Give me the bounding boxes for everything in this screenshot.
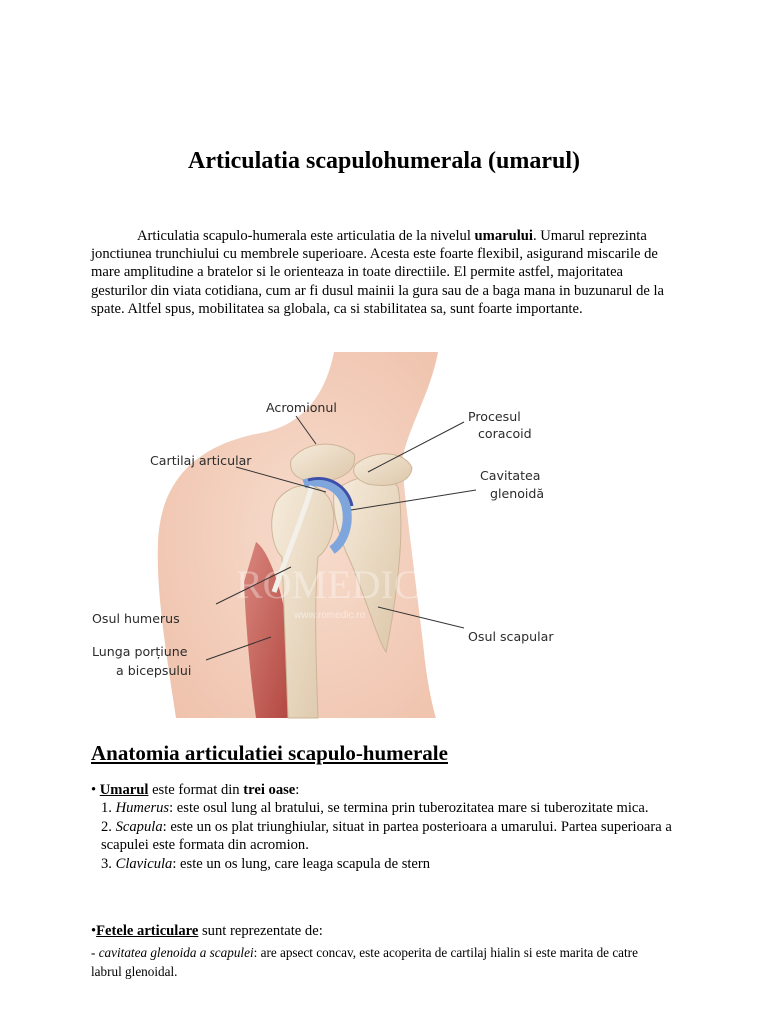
bones-list — [91, 781, 691, 873]
bones-lead-bold2: trei oase — [243, 782, 296, 798]
list-item: 2. Scapula: este un os plat triunghiular, situat in partea posterioara a umarului. Partea superioara a scapulei este formata din acromion. — [101, 818, 672, 854]
label-glenoid-2: glenoidă — [490, 486, 545, 501]
label-coracoid-2: coracoid — [478, 426, 532, 441]
bones-lead-mid: este format din — [148, 782, 244, 798]
articular-bold: Fetele articulare — [96, 923, 199, 939]
page-title: Articulatia scapulohumerala (umarul) — [188, 148, 580, 174]
intro-text-2: . Umarul reprezinta jonctiunea trunchiului cu membrele superioare. Acesta este foarte flexibil, asigurand miscarile de mare amplitudine a bratelor si le orienteaza in toate directiile. El permite astfel, majoritatea gesturilor din viata cotidiana, cum ar fi dusul mainii la gura sau de a baga mana in buzunarul de la spate. Altfel spus, mobilitatea sa globala, ca si stabilitatea sa, sunt foarte importante. — [91, 228, 665, 317]
list-item: 1. Humerus: este osul lung al bratului, se termina prin tuberozitatea mare si tuberozitate mica. — [101, 800, 649, 817]
label-cartilage: Cartilaj articular — [150, 453, 252, 468]
label-humerus: Osul humerus — [92, 611, 180, 626]
articular-rest: sunt reprezentate de: — [198, 923, 323, 939]
articular-description: - cavitatea glenoida a scapulei: are apsect concav, este acoperita de cartilaj hialin si este marita de catre labrul glenoidal. — [91, 945, 638, 979]
label-scapula: Osul scapular — [468, 629, 554, 644]
shoulder-anatomy-figure — [92, 352, 576, 718]
intro-paragraph — [91, 227, 681, 318]
bullet: • — [91, 782, 97, 798]
bullet: • — [91, 923, 97, 939]
intro-text-1: Articulatia scapulo-humerala este articulatia de la nivelul — [137, 228, 475, 244]
label-coracoid-1: Procesul — [468, 409, 521, 424]
articular-desc-rest: : are apsect concav, este acoperita de cartilaj hialin si este marita de catre labrul glenoidal. — [91, 945, 638, 979]
bones-lead-bold: Umarul — [99, 782, 149, 798]
intro-bold: umarului — [474, 228, 533, 244]
label-biceps-1: Lunga porțiune — [92, 644, 188, 659]
bones-lead-end: : — [295, 782, 300, 798]
list-item: 3. Clavicula: este un os lung, care leaga scapula de stern — [101, 855, 431, 872]
articular-italic: cavitatea glenoida a scapulei — [98, 945, 254, 960]
articular-surfaces-lead — [91, 922, 691, 940]
bones-lead — [91, 781, 691, 799]
section-heading: Anatomia articulatiei scapulo-humerale — [91, 741, 448, 765]
label-acromion: Acromionul — [266, 400, 337, 415]
watermark: ROMEDIC — [236, 562, 421, 607]
watermark-url: www.romedic.ro — [294, 610, 366, 621]
label-glenoid-1: Cavitatea — [480, 468, 541, 483]
label-biceps-2: a bicepsului — [116, 663, 192, 678]
